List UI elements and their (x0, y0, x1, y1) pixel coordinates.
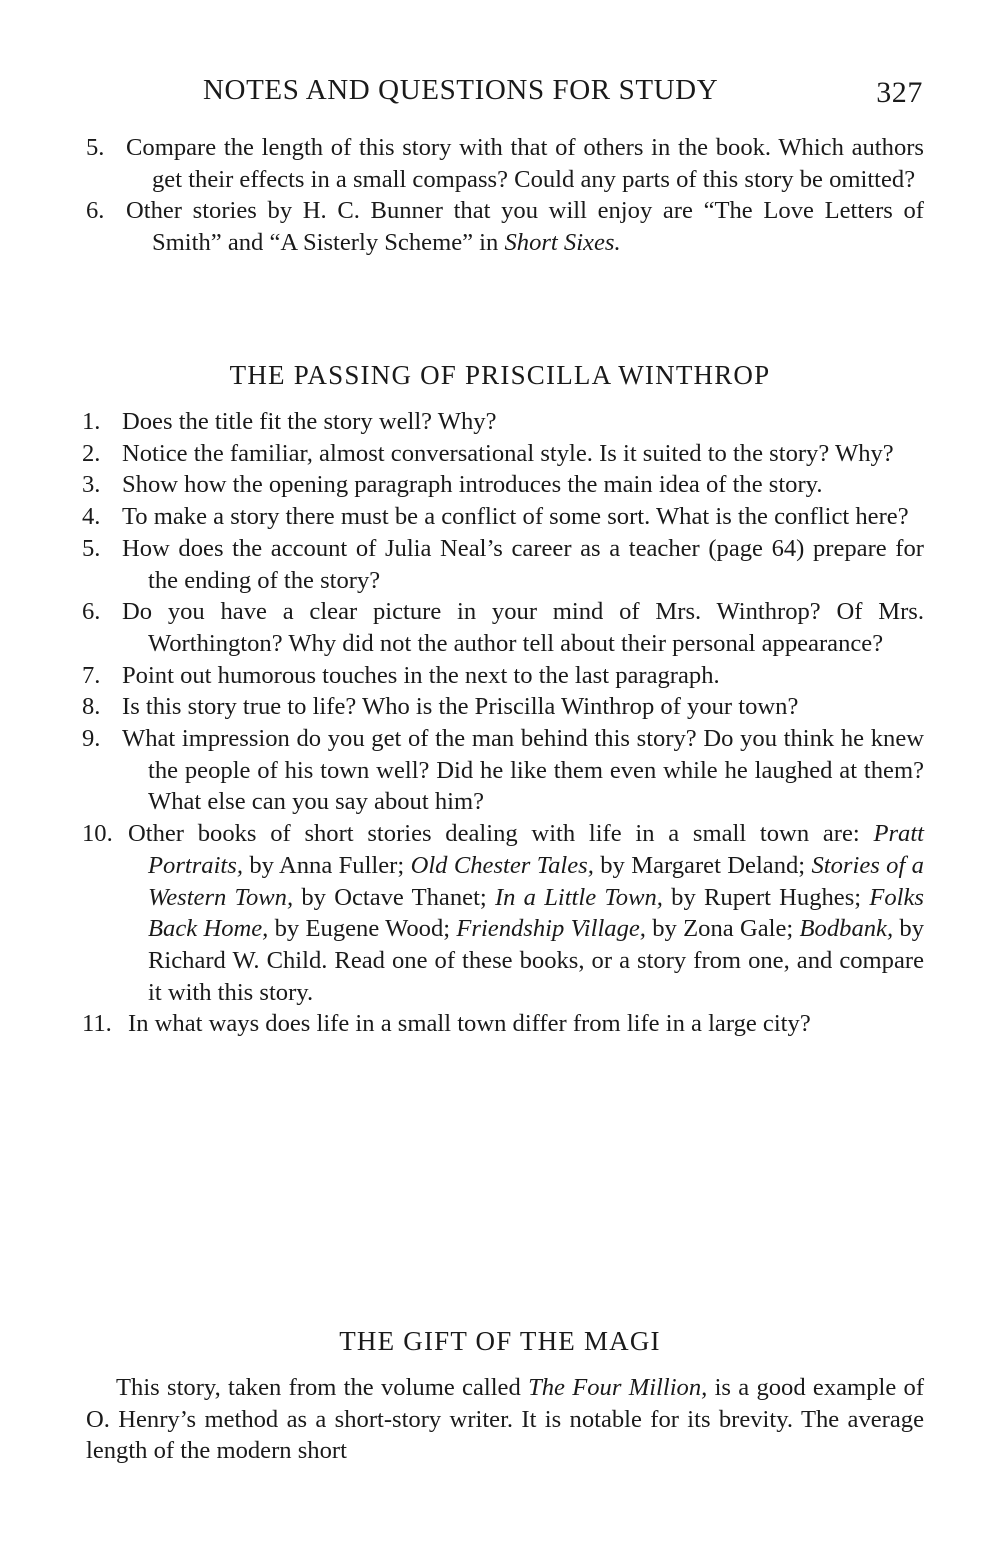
item-text: by Margaret Deland; (593, 851, 812, 879)
list-item (82, 1008, 924, 1040)
item-text: by Richard W. Child. Read one of these books, or a story from one, and compare it with this story. (148, 915, 924, 1006)
item-text: Show how the opening paragraph introduces the main idea of the story. (122, 471, 823, 499)
item-number: 3. (82, 471, 101, 499)
list-item (86, 195, 924, 258)
item-text: Point out humorous touches in the next to the last paragraph. (122, 661, 720, 689)
item-text: To make a story there must be a conflict of some sort. What is the conflict here? (122, 503, 909, 531)
item-number: 1. (82, 408, 101, 435)
item-number: 5. (86, 134, 105, 161)
item-text-italic: Stories of a Western Town, (148, 851, 924, 911)
list-item (82, 723, 924, 818)
item-text: by Zona Gale; (645, 915, 800, 943)
list-item (82, 501, 924, 533)
priscilla-question-list (82, 406, 924, 1040)
item-number: 10. (82, 820, 113, 848)
item-number: 6. (82, 598, 101, 626)
item-text: by Anna Fuller; (242, 851, 411, 879)
item-text: What impression do you get of the man behind this story? Do you think he knew the people of his town well? Did he like them even while he laughed at them? What else can you say about him? (122, 725, 924, 816)
item-text-italic: Bodbank, (799, 915, 894, 943)
item-text: by Octave Thanet; (293, 883, 495, 911)
list-item (82, 691, 924, 723)
item-number: 8. (82, 693, 101, 721)
item-text: Other books of short stories dealing with life in a small town are: (128, 820, 874, 848)
item-number: 4. (82, 503, 101, 531)
list-item (82, 469, 924, 501)
item-number: 7. (82, 661, 101, 689)
item-number: 11. (82, 1010, 112, 1038)
item-text: Compare the length of this story with that of others in the book. Which authors get their effects in a small compass? Could any parts of this story be omitted? (126, 134, 924, 193)
item-text-italic: Friendship Village, (456, 915, 646, 943)
item-text-italic: Folks Back Home, (148, 883, 924, 943)
list-item (86, 132, 924, 195)
item-text-italic: In a Little Town, (494, 883, 663, 911)
list-item (82, 818, 924, 1008)
list-item (82, 406, 924, 438)
running-head-title: NOTES AND QUESTIONS FOR STUDY (203, 74, 719, 106)
item-text: by Eugene Wood; (268, 915, 457, 943)
item-number: 6. (86, 197, 105, 225)
running-head (200, 74, 930, 114)
item-text: In what ways does life in a small town differ from life in a large city? (128, 1010, 811, 1038)
magi-intro-paragraph (86, 1372, 924, 1467)
item-text: Notice the familiar, almost conversational style. Is it suited to the story? Why? (122, 439, 894, 467)
list-item (82, 596, 924, 659)
item-number: 2. (82, 439, 101, 467)
page-number: 327 (876, 76, 923, 109)
item-text-italic: Pratt Portraits, (148, 820, 924, 879)
paragraph-text: is a good example of O. Henry’s method as a short-story writer. It is notable for its brevity. The average length of the modern short (86, 1374, 925, 1465)
paragraph-text: This story, taken from the volume called (116, 1374, 529, 1401)
item-text-italic: Old Chester Tales, (410, 851, 594, 879)
section-heading-magi: THE GIFT OF THE MAGI (339, 1326, 661, 1356)
item-text: Is this story true to life? Who is the Priscilla Winthrop of your town? (122, 693, 799, 721)
list-item (82, 533, 924, 596)
item-number: 5. (82, 534, 101, 562)
item-text: Other stories by H. C. Bunner that you will enjoy are “The Love Letters of Smith” and “A Sisterly Scheme” in (126, 197, 924, 257)
prev-section-list (86, 132, 924, 259)
item-text: How does the account of Julia Neal’s career as a teacher (page 64) prepare for the ending of the story? (122, 534, 924, 594)
section-heading-priscilla: THE PASSING OF PRISCILLA WINTHROP (229, 360, 771, 390)
item-text-italic: Short Sixes. (504, 229, 621, 257)
item-text: by Rupert Hughes; (662, 883, 870, 911)
list-item (82, 660, 924, 692)
paragraph-text-italic: The Four Million, (528, 1374, 708, 1401)
list-item (82, 438, 924, 470)
item-text: Does the title fit the story well? Why? (122, 408, 497, 435)
item-number: 9. (82, 725, 101, 753)
item-text: Do you have a clear picture in your mind of Mrs. Winthrop? Of Mrs. Worthington? Why did not the author tell about their personal appearance? (122, 598, 924, 657)
